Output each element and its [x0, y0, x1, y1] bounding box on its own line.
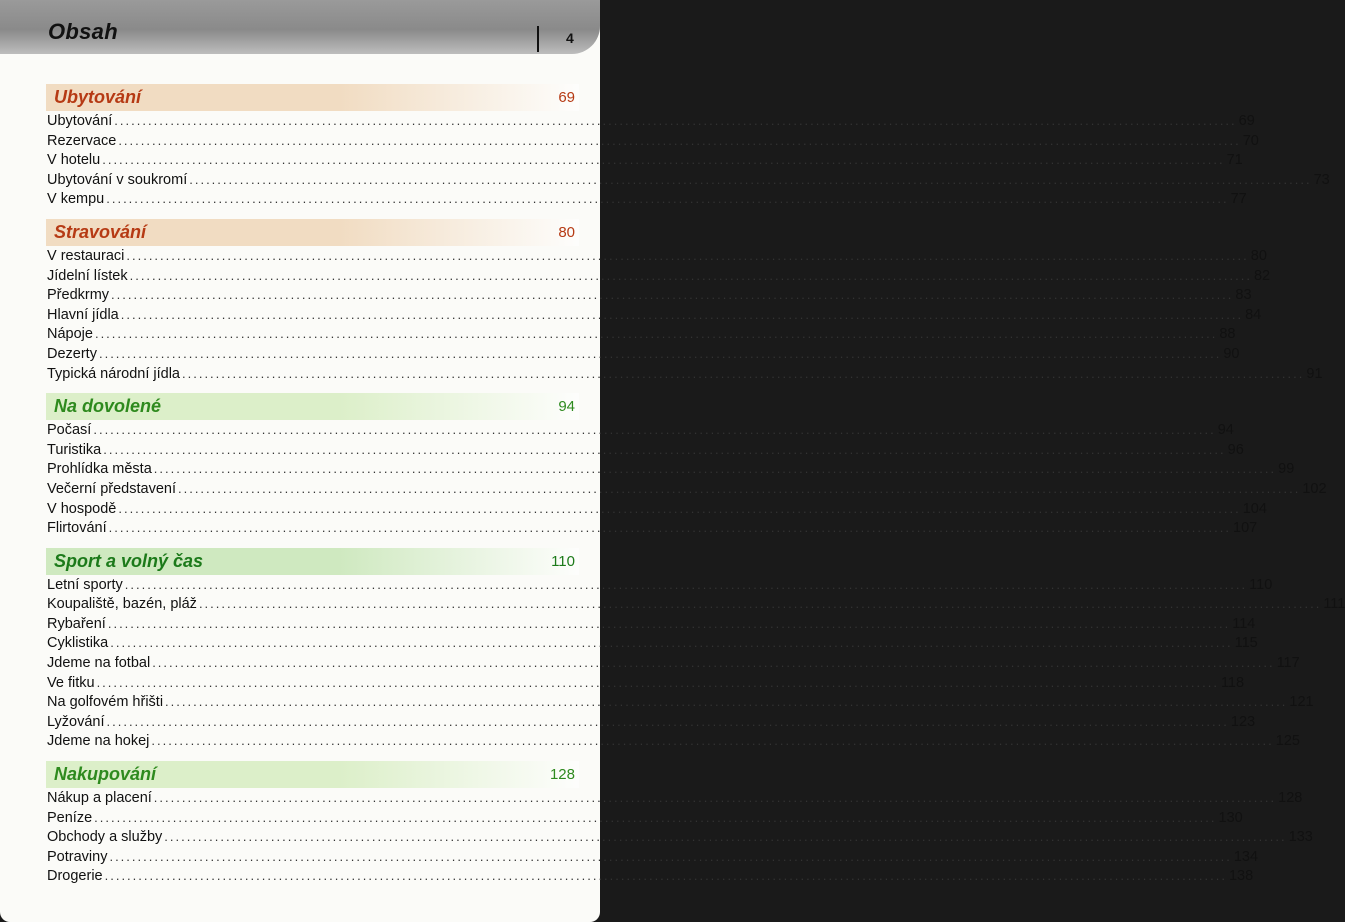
- dot-leader: ........................................................................................................................................................................................................: [94, 326, 1218, 342]
- section-page-number: 69: [558, 89, 575, 106]
- section-page-number: 80: [558, 223, 575, 241]
- toc-entry[interactable]: [47, 827, 1313, 847]
- dot-leader: ........................................................................................................................................................................................................: [120, 306, 1244, 322]
- toc-entry-label: Jdeme na hokej: [47, 733, 150, 750]
- toc-section: [0, 548, 1345, 751]
- toc-entry-page: 90: [1223, 345, 1240, 362]
- toc-entry-page: 104: [1242, 500, 1267, 517]
- dot-leader: ........................................................................................................................................................................................................: [94, 809, 1217, 825]
- toc-entry[interactable]: [47, 788, 1303, 808]
- toc-entry-label: Ve fitku: [47, 674, 95, 691]
- toc-entry-label: Koupaliště, bazén, pláž: [47, 596, 197, 613]
- toc-entry[interactable]: [47, 344, 1240, 364]
- page-header: [0, 0, 600, 54]
- section-header[interactable]: [46, 393, 579, 420]
- toc-entry-label: Nápoje: [47, 326, 93, 343]
- toc-entry[interactable]: [47, 285, 1252, 305]
- toc-entry-page: 107: [1233, 520, 1258, 537]
- dot-leader: ........................................................................................................................................................................................................: [153, 461, 1277, 477]
- toc-entry-page: 99: [1278, 461, 1295, 478]
- page-number: 4: [566, 30, 574, 46]
- dot-leader: ........................................................................................................................................................................................................: [107, 615, 1231, 631]
- toc-entry[interactable]: [47, 189, 1247, 209]
- toc-entry[interactable]: [47, 111, 1255, 131]
- toc-entry-label: Obchody a služby: [47, 829, 163, 846]
- dot-leader: ........................................................................................................................................................................................................: [164, 829, 1287, 845]
- toc-entry-label: Rybaření: [47, 615, 106, 632]
- toc-entry-page: 134: [1233, 848, 1259, 865]
- toc-section: [0, 761, 1313, 886]
- section-title: Na dovolené: [54, 396, 162, 417]
- toc-entry-page: 110: [1249, 576, 1273, 593]
- toc-entry-label: Hlavní jídla: [47, 306, 119, 323]
- toc-entry[interactable]: [47, 364, 1323, 384]
- toc-entry-page: 84: [1245, 306, 1262, 323]
- dot-leader: ........................................................................................................................................................................................................: [96, 674, 1219, 690]
- toc-entry-label: Jdeme na fotbal: [47, 655, 151, 672]
- toc-entry-page: 114: [1232, 615, 1256, 632]
- toc-entry[interactable]: [47, 479, 1327, 499]
- section-header[interactable]: [46, 548, 579, 575]
- dot-leader: ........................................................................................................................................................................................................: [198, 596, 1322, 612]
- toc-entry-label: Letní sporty: [47, 576, 123, 593]
- toc-entry[interactable]: [47, 847, 1259, 867]
- dot-leader: ........................................................................................................................................................................................................: [177, 480, 1301, 496]
- toc-entry-page: 70: [1242, 132, 1259, 149]
- dot-leader: ........................................................................................................................................................................................................: [102, 152, 1225, 168]
- toc-entry-page: 118: [1220, 674, 1245, 691]
- dot-leader: ........................................................................................................................................................................................................: [114, 113, 1237, 128]
- dot-leader: ........................................................................................................................................................................................................: [106, 713, 1229, 729]
- toc-entry-page: 91: [1306, 365, 1323, 382]
- toc-entry-page: 77: [1230, 191, 1247, 208]
- dot-leader: ........................................................................................................................................................................................................: [118, 500, 1241, 516]
- toc-entry[interactable]: [47, 653, 1300, 673]
- toc-entry-label: Počasí: [47, 422, 92, 439]
- toc-entry-label: Večerní představení: [47, 480, 176, 497]
- dot-leader: ........................................................................................................................................................................................................: [126, 247, 1249, 263]
- section-header[interactable]: [46, 219, 579, 246]
- toc-entry[interactable]: [47, 731, 1300, 751]
- toc-entry-label: Cyklistika: [47, 635, 109, 652]
- page-title: Obsah: [48, 19, 118, 44]
- toc-entry-page: 128: [1278, 790, 1303, 807]
- toc-entry-page: 121: [1289, 694, 1314, 711]
- toc-entry-page: 125: [1275, 733, 1300, 750]
- toc-entry-label: Peníze: [47, 809, 93, 826]
- toc-entry-label: Ubytování v soukromí: [47, 171, 188, 188]
- toc-entry[interactable]: [47, 131, 1259, 151]
- toc-entry-label: Nákup a placení: [47, 790, 152, 807]
- toc-entry-label: V restauraci: [47, 247, 125, 264]
- dot-leader: ........................................................................................................................................................................................................: [104, 868, 1227, 884]
- toc-entry[interactable]: [47, 692, 1314, 712]
- toc-entry-label: Dezerty: [47, 345, 97, 362]
- dot-leader: ........................................................................................................................................................................................................: [165, 694, 1288, 710]
- toc-entry-page: 117: [1276, 655, 1300, 672]
- toc-entry[interactable]: [47, 866, 1254, 886]
- section-title: Nakupování: [54, 764, 157, 785]
- toc-entry[interactable]: [47, 440, 1244, 460]
- toc-entry-label: Potraviny: [47, 848, 108, 865]
- toc-entry-page: 82: [1253, 267, 1271, 284]
- toc-entry[interactable]: [47, 305, 1262, 325]
- toc-entry-page: 94: [1217, 422, 1234, 439]
- dot-leader: ........................................................................................................................................................................................................: [189, 171, 1312, 187]
- section-title: Ubytování: [54, 87, 142, 107]
- toc-entry-label: V hospodě: [47, 500, 117, 517]
- toc-entry-label: V hotelu: [47, 152, 101, 169]
- toc-entry-label: Předkrmy: [47, 287, 110, 304]
- toc-entry[interactable]: [47, 673, 1245, 693]
- section-title: Sport a volný čas: [54, 550, 204, 571]
- toc-entry[interactable]: [47, 712, 1256, 732]
- dot-leader: ........................................................................................................................................................................................................: [129, 267, 1252, 283]
- toc-entry[interactable]: [47, 246, 1267, 266]
- dot-leader: ........................................................................................................................................................................................................: [98, 345, 1222, 361]
- toc-entry-label: Na golfovém hřišti: [47, 694, 164, 711]
- toc-entry[interactable]: [47, 499, 1267, 519]
- toc-entry-label: Lyžování: [47, 713, 105, 730]
- toc-section: [0, 219, 1323, 383]
- section-page-number: 94: [558, 398, 575, 416]
- toc-entry-label: Jídelní lístek: [47, 267, 128, 284]
- toc-entry-label: Turistika: [47, 441, 102, 458]
- section-page-number: 128: [549, 766, 575, 784]
- dot-leader: ........................................................................................................................................................................................................: [111, 287, 1234, 303]
- toc-entry-page: 69: [1238, 113, 1255, 129]
- section-header[interactable]: [46, 84, 579, 111]
- dot-leader: ........................................................................................................................................................................................................: [151, 733, 1274, 749]
- toc-entry-label: Flirtování: [47, 520, 107, 537]
- toc-entry[interactable]: [47, 420, 1234, 440]
- dot-leader: ........................................................................................................................................................................................................: [153, 790, 1277, 806]
- toc-entry-page: 83: [1235, 287, 1252, 304]
- toc-entry[interactable]: [47, 266, 1271, 286]
- toc-entry-label: Typická národní jídla: [47, 365, 180, 382]
- dot-leader: ........................................................................................................................................................................................................: [93, 422, 1216, 438]
- dot-leader: ........................................................................................................................................................................................................: [124, 576, 1248, 592]
- toc-entry-page: 130: [1218, 809, 1243, 826]
- toc-entry-page: 111: [1323, 596, 1345, 613]
- toc-section: [0, 393, 1327, 538]
- toc-entry[interactable]: [47, 808, 1243, 828]
- section-header[interactable]: [46, 761, 579, 788]
- toc-entry-label: V kempu: [47, 191, 105, 208]
- toc-entry-label: Ubytování: [47, 113, 113, 129]
- table-of-contents: [0, 84, 1345, 896]
- dot-leader: ........................................................................................................................................................................................................: [118, 132, 1241, 148]
- toc-entry[interactable]: [47, 633, 1258, 653]
- header-divider: [537, 26, 539, 52]
- toc-entry[interactable]: [47, 150, 1243, 170]
- dot-leader: ........................................................................................................................................................................................................: [103, 441, 1226, 457]
- toc-entry[interactable]: [47, 575, 1273, 595]
- toc-entry-label: Drogerie: [47, 868, 103, 885]
- toc-entry-label: Rezervace: [47, 132, 117, 149]
- section-page-number: 110: [551, 552, 575, 570]
- toc-entry[interactable]: [47, 614, 1256, 634]
- toc-entry-page: 71: [1226, 152, 1243, 169]
- toc-entry-page: 102: [1302, 480, 1327, 497]
- toc-entry-page: 123: [1230, 713, 1256, 730]
- toc-entry-page: 80: [1250, 247, 1267, 264]
- toc-entry-page: 138: [1228, 868, 1254, 885]
- toc-entry-page: 73: [1313, 171, 1330, 188]
- toc-entry-page: 88: [1219, 326, 1236, 343]
- dot-leader: ........................................................................................................................................................................................................: [108, 520, 1232, 536]
- dot-leader: ........................................................................................................................................................................................................: [109, 848, 1232, 864]
- toc-entry-label: Prohlídka města: [47, 461, 152, 478]
- dot-leader: ........................................................................................................................................................................................................: [152, 655, 1275, 671]
- toc-entry[interactable]: [47, 594, 1345, 614]
- toc-entry-page: 133: [1288, 829, 1313, 846]
- toc-entry[interactable]: [47, 518, 1258, 538]
- dot-leader: ........................................................................................................................................................................................................: [182, 365, 1305, 381]
- dot-leader: ........................................................................................................................................................................................................: [110, 635, 1233, 651]
- dot-leader: ........................................................................................................................................................................................................: [106, 191, 1229, 207]
- toc-section: [0, 84, 1330, 209]
- section-title: Stravování: [54, 221, 147, 242]
- toc-entry[interactable]: [47, 324, 1236, 344]
- toc-entry-page: 115: [1234, 635, 1258, 652]
- toc-entry[interactable]: [47, 459, 1295, 479]
- toc-entry-page: 96: [1227, 441, 1244, 458]
- toc-entry[interactable]: [47, 170, 1330, 190]
